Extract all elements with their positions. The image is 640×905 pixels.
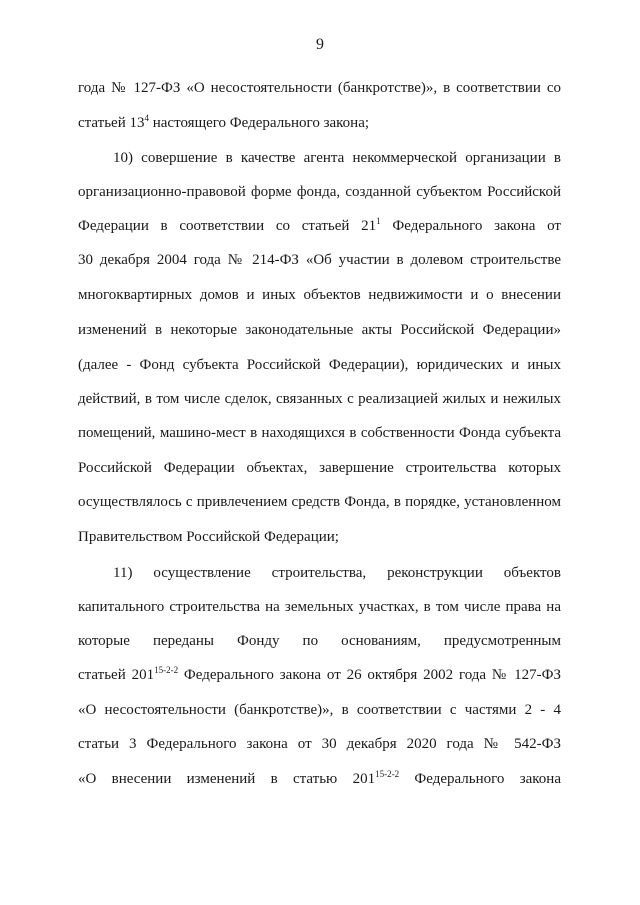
text-line: капитального строительства на земельных участках, в том числе права на — [78, 599, 561, 615]
text-line: статьи 3 Федерального закона от 30 декабря 2020 года № 542-ФЗ — [78, 736, 561, 752]
text-line: 30 декабря 2004 года № 214-ФЗ «Об участии в долевом строительстве — [78, 252, 561, 268]
text-line: Российской Федерации объектах, завершение строительства которых — [78, 460, 561, 476]
text-line: действий, в том числе сделок, связанных с реализацией жилых и нежилых — [78, 391, 561, 407]
text-line: 11) осуществление строительства, реконструкции объектов — [113, 565, 561, 581]
superscript: 15-2-2 — [154, 665, 179, 675]
superscript: 1 — [376, 216, 381, 226]
text-line: статьей 201$^{15-2-2}$ Федерального закона от 26 октября 2002 года № 127-ФЗ — [78, 665, 561, 683]
text-line: изменений в некоторые законодательные акты Российской Федерации» — [78, 322, 561, 338]
text-line: «О внесении изменений в статью 201$^{15-2-2}$ Федерального закона — [78, 769, 561, 787]
text-line: года № 127-ФЗ «О несостоятельности (банкротстве)», в соответствии со — [78, 80, 561, 96]
text-line: многоквартирных домов и иных объектов недвижимости и о внесении — [78, 287, 561, 303]
superscript: 4 — [144, 113, 149, 123]
text-line: Федерации в соответствии со статьей $21^1$ Федерального закона от — [78, 216, 561, 234]
text-line: Правительством Российской Федерации; — [78, 529, 339, 545]
text-line: помещений, машино-мест в находящихся в собственности Фонда субъекта — [78, 425, 561, 441]
text-line: осуществлялось с привлечением средств Фонда, в порядке, установленном — [78, 494, 561, 510]
superscript: 15-2-2 — [375, 769, 400, 779]
text-line: «О несостоятельности (банкротстве)», в соответствии с частями 2 - 4 — [78, 702, 561, 718]
text-line: (далее - Фонд субъекта Российской Федерации), юридических и иных — [78, 357, 561, 373]
text-line: которые переданы Фонду по основаниям, предусмотренным — [78, 633, 561, 649]
text-line: статьей $13^4$ настоящего Федерального закона; — [78, 113, 370, 131]
text-line: организационно-правовой форме фонда, созданной субъектом Российской — [78, 184, 561, 200]
page-number: 9 — [316, 36, 324, 53]
text-line: 10) совершение в качестве агента некоммерческой организации в — [113, 150, 561, 166]
